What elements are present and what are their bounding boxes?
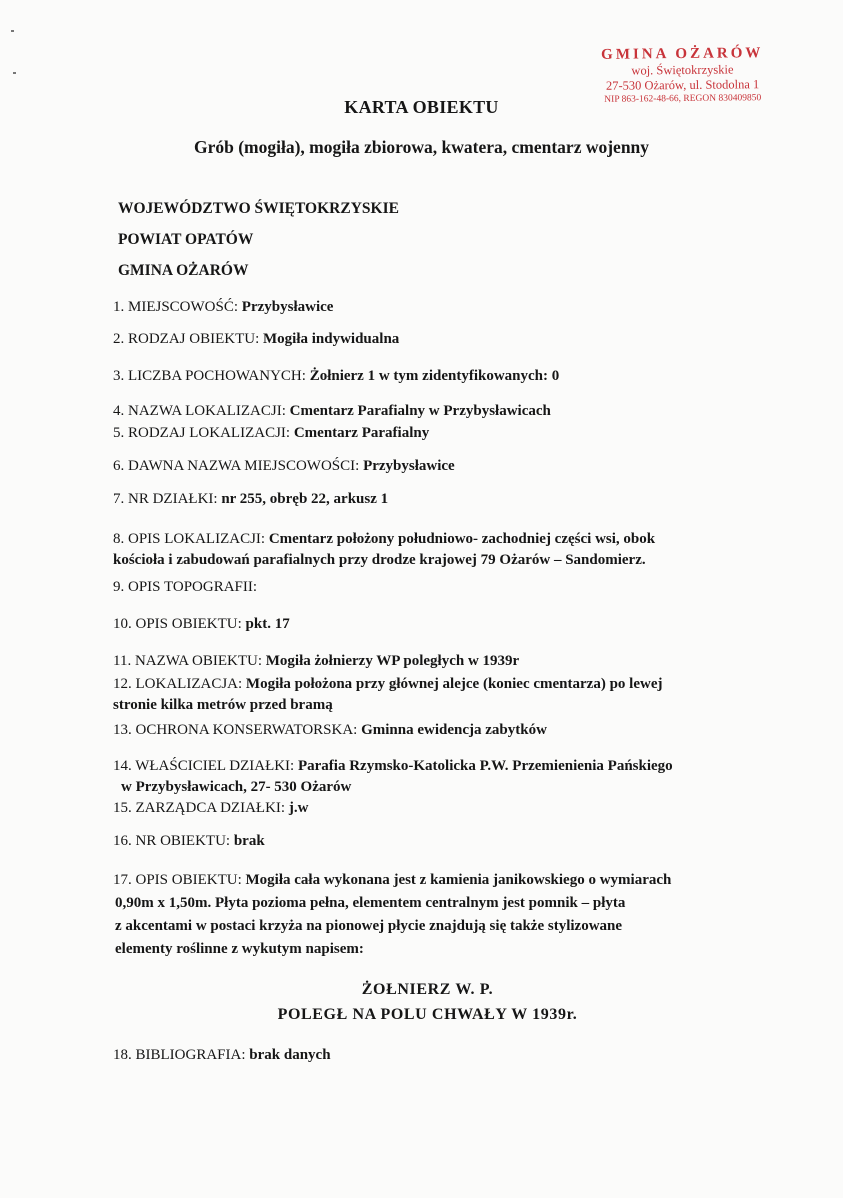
scan-speck (11, 30, 14, 32)
field-value: j.w (288, 800, 309, 816)
field-value: Cmentarz Parafialny (293, 425, 430, 441)
field-value: Mogiła żołnierzy WP poległych w 1939r (265, 653, 520, 669)
field-label: 18. BIBLIOGRAFIA: (113, 1047, 246, 1063)
field-value: Gminna ewidencja zabytków (361, 722, 547, 738)
field-location-name (113, 401, 753, 422)
inscription-line-2: POLEGŁ NA POLU CHWAŁY W 1939r. (277, 1006, 578, 1023)
field-label: 10. OPIS OBIEKTU: (113, 616, 242, 632)
field-object-description (113, 869, 753, 961)
field-placement (113, 674, 753, 716)
field-label: 4. NAZWA LOKALIZACJI: (113, 403, 286, 419)
header-voivodeship: WOJEWÓDZTWO ŚWIĘTOKRZYSKIE (118, 200, 399, 217)
field-location-type (113, 423, 753, 444)
field-label: 3. LICZBA POCHOWANYCH: (113, 368, 306, 384)
field-object-type (113, 329, 753, 350)
field-value: Cmentarz położony południowo- zachodniej części wsi, obok (268, 531, 656, 547)
stamp-ids: NIP 863-162-48-66, REGON 830409850 (604, 93, 762, 105)
field-value: Mogiła cała wykonana jest z kamienia janikowskiego o wymiarach (245, 872, 672, 888)
field-object-name (113, 651, 753, 672)
stamp-name: GMINA OŻARÓW (601, 45, 764, 63)
document-title: KARTA OBIEKTU (344, 97, 499, 117)
field-location-description (113, 529, 753, 571)
field-plot-manager (113, 798, 753, 819)
field-value-continued: z akcentami w postaci krzyża na pionowej płycie znajdują się także stylizowane (115, 918, 623, 934)
field-value: brak danych (249, 1047, 331, 1063)
header-county: POWIAT OPATÓW (118, 231, 254, 248)
field-plot-owner (113, 756, 753, 798)
field-value-continued: kościoła i zabudowań parafialnych przy drodze krajowej 79 Ożarów – Sandomierz. (113, 552, 646, 568)
field-label: 5. RODZAJ LOKALIZACJI: (113, 425, 291, 441)
field-label: 7. NR DZIAŁKI: (113, 491, 218, 507)
field-value: brak (233, 833, 265, 849)
field-value: Mogiła indywidualna (263, 331, 400, 347)
field-label: 8. OPIS LOKALIZACJI: (113, 531, 266, 547)
field-locality (113, 297, 753, 318)
field-label: 15. ZARZĄDCA DZIAŁKI: (113, 800, 286, 816)
field-heritage-protection (113, 720, 753, 741)
field-label: 17. OPIS OBIEKTU: (113, 872, 242, 888)
field-value: Parafia Rzymsko-Katolicka P.W. Przemienienia Pańskiego (297, 758, 673, 774)
field-value-continued: 0,90m x 1,50m. Płyta pozioma pełna, elementem centralnym jest pomnik – płyta (115, 895, 626, 911)
field-value: nr 255, obręb 22, arkusz 1 (221, 491, 389, 507)
field-label: 11. NAZWA OBIEKTU: (113, 653, 263, 669)
field-plot-number (113, 489, 753, 510)
field-label: 12. LOKALIZACJA: (113, 676, 243, 692)
field-label: 2. RODZAJ OBIEKTU: (113, 331, 260, 347)
field-value: Przybysławice (241, 299, 334, 315)
field-value: Cmentarz Parafialny w Przybysławicach (289, 403, 551, 419)
field-label: 6. DAWNA NAZWA MIEJSCOWOŚCI: (113, 458, 360, 474)
field-former-locality-name (113, 456, 753, 477)
header-commune: GMINA OŻARÓW (118, 262, 249, 279)
field-label: 9. OPIS TOPOGRAFII: (113, 579, 258, 595)
field-label: 1. MIEJSCOWOŚĆ: (113, 299, 239, 315)
field-buried-count (113, 366, 753, 387)
field-topography (113, 577, 753, 598)
inscription-line-1: ŻOŁNIERZ W. P. (361, 981, 494, 998)
field-value-continued: stronie kilka metrów przed bramą (113, 697, 333, 713)
field-value-continued: elementy roślinne z wykutym napisem: (115, 941, 364, 957)
field-label: 13. OCHRONA KONSERWATORSKA: (113, 722, 358, 738)
field-value: Mogiła położona przy głównej alejce (koniec cmentarza) po lewej (245, 676, 663, 692)
field-label: 14. WŁAŚCICIEL DZIAŁKI: (113, 758, 295, 774)
field-object-description-ref (113, 614, 753, 635)
field-value: pkt. 17 (245, 616, 290, 632)
scan-speck (13, 72, 16, 74)
document-subtitle: Grób (mogiła), mogiła zbiorowa, kwatera, cmentarz wojenny (193, 137, 650, 157)
field-value: Żołnierz 1 w tym zidentyfikowanych: 0 (309, 368, 560, 384)
stamp-region: woj. Świętokrzyskie (631, 62, 734, 78)
field-bibliography (113, 1045, 753, 1066)
field-value: Przybysławice (363, 458, 455, 474)
field-object-number (113, 831, 753, 852)
stamp-address: 27-530 Ożarów, ul. Stodolna 1 (605, 77, 760, 93)
field-label: 16. NR OBIEKTU: (113, 833, 231, 849)
field-value-continued: w Przybysławicach, 27- 530 Ożarów (121, 779, 352, 795)
